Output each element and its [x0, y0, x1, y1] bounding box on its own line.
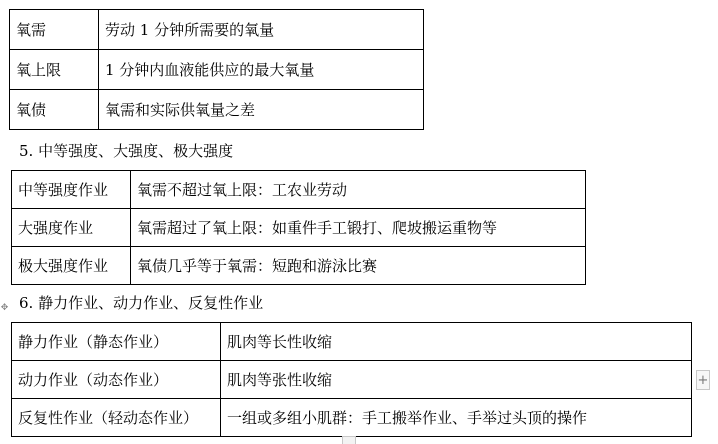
resize-handle[interactable] [342, 436, 356, 444]
term-cell: 氧上限 [10, 50, 99, 90]
section-6-heading: 6. 静力作业、动力作业、反复性作业 [19, 294, 264, 312]
table-row [12, 247, 586, 285]
table-row [12, 361, 692, 399]
description-cell: 一组或多组小肌群：手工搬举作业、手举过头顶的操作 [221, 399, 692, 437]
description-cell: 1 分钟内血液能供应的最大氧量 [99, 50, 424, 90]
description-cell: 氧需超过了氧上限：如重件手工锻打、爬坡搬运重物等 [131, 209, 586, 247]
work-type-table [11, 322, 692, 437]
description-cell: 氧需不超过氧上限：工农业劳动 [131, 171, 586, 209]
table-row [12, 171, 586, 209]
description-cell: 氧债几乎等于氧需：短跑和游泳比赛 [131, 247, 586, 285]
term-cell: 极大强度作业 [12, 247, 131, 285]
term-cell: 反复性作业（轻动态作业） [12, 399, 221, 437]
description-cell: 肌肉等长性收缩 [221, 323, 692, 361]
table-row [10, 50, 424, 90]
move-icon[interactable]: ✥ [0, 303, 9, 313]
table-row [12, 209, 586, 247]
description-cell: 氧需和实际供氧量之差 [99, 90, 424, 130]
table-row [12, 399, 692, 437]
term-cell: 中等强度作业 [12, 171, 131, 209]
intensity-table [11, 170, 586, 285]
term-cell: 氧需 [10, 10, 99, 50]
description-cell: 肌肉等张性收缩 [221, 361, 692, 399]
table-row [10, 10, 424, 50]
term-cell: 氧债 [10, 90, 99, 130]
term-cell: 大强度作业 [12, 209, 131, 247]
term-cell: 静力作业（静态作业） [12, 323, 221, 361]
description-cell: 劳动 1 分钟所需要的氧量 [99, 10, 424, 50]
table-row [12, 323, 692, 361]
oxygen-terms-table [9, 9, 424, 130]
term-cell: 动力作业（动态作业） [12, 361, 221, 399]
section-5-heading: 5. 中等强度、大强度、极大强度 [19, 142, 234, 160]
table-row [10, 90, 424, 130]
add-column-button[interactable]: + [696, 370, 710, 390]
